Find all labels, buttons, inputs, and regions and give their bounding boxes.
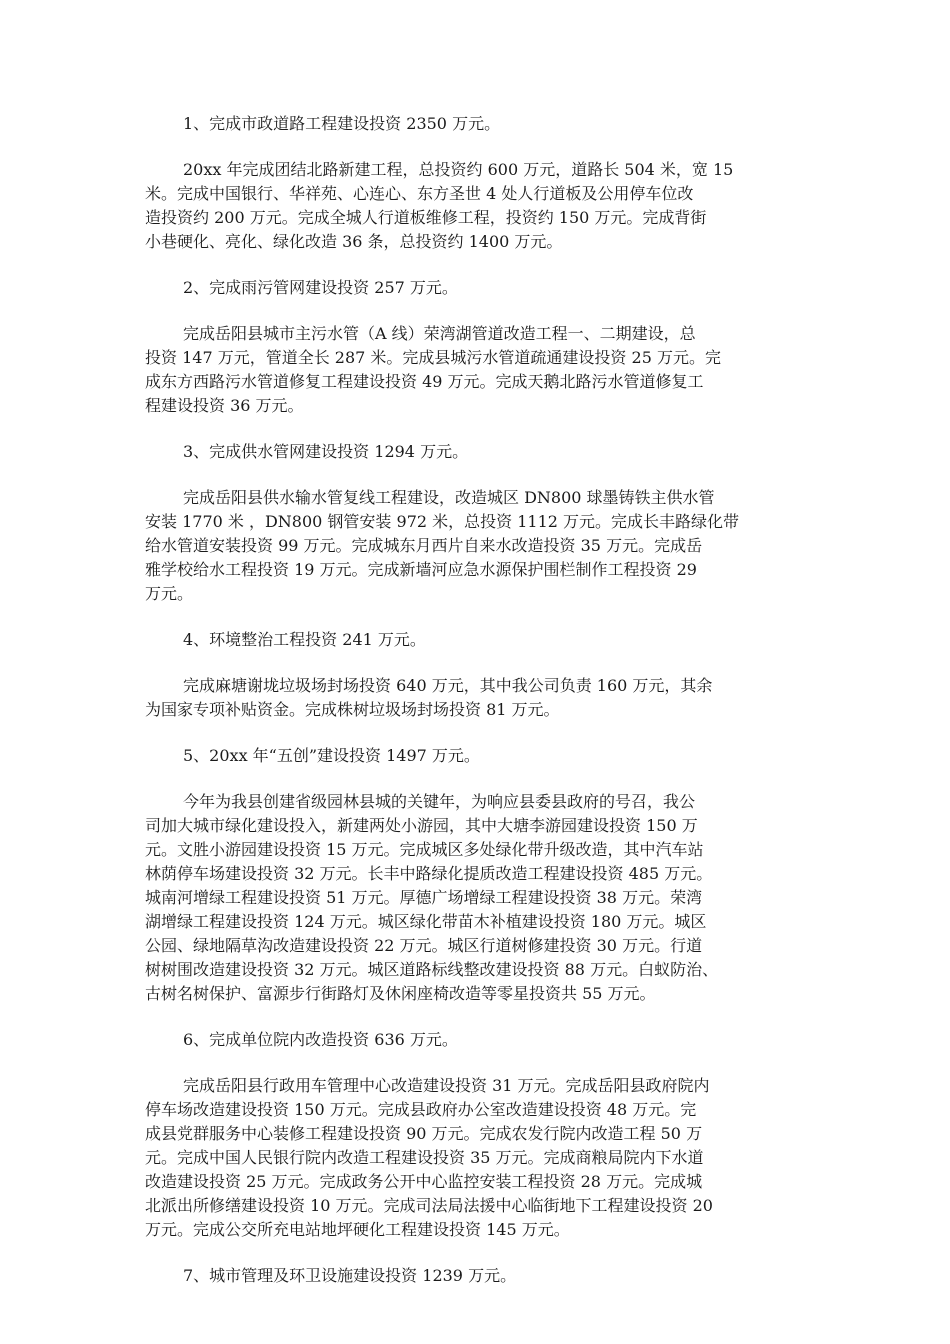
paragraph-line: 今年为我县创建省级园林县城的关键年，为响应县委县政府的号召，我公 [183, 792, 696, 811]
paragraph-line: 造投资约 200 万元。完成全城人行道板维修工程，投资约 150 万元。完成背街 [145, 208, 707, 227]
section-heading: 6、完成单位院内改造投资 636 万元。 [183, 1030, 458, 1049]
section-paragraph [145, 1074, 805, 1242]
paragraph-line: 司加大城市绿化建设投入，新建两处小游园，其中大塘李游园建设投资 150 万 [145, 816, 698, 835]
document-body [145, 112, 805, 1310]
paragraph-line: 小巷硬化、亮化、绿化改造 36 条，总投资约 1400 万元。 [145, 232, 563, 251]
paragraph-line: 湖增绿工程建设投资 124 万元。城区绿化带苗木补植建设投资 180 万元。城区 [145, 912, 707, 931]
section-heading: 5、20xx 年“五创”建设投资 1497 万元。 [183, 746, 480, 765]
paragraph-line: 完成麻塘谢垅垃圾场封场投资 640 万元，其中我公司负责 160 万元，其余 [183, 676, 713, 695]
paragraph-line: 城南河增绿工程建设投资 51 万元。厚德广场增绿工程建设投资 38 万元。荣湾 [145, 888, 703, 907]
section-heading: 2、完成雨污管网建设投资 257 万元。 [183, 278, 458, 297]
paragraph-line: 投资 147 万元，管道全长 287 米。完成县城污水管道疏通建设投资 25 万元。完 [145, 348, 721, 367]
paragraph-line: 为国家专项补贴资金。完成株树垃圾场封场投资 81 万元。 [145, 700, 560, 719]
paragraph-line: 元。完成中国人民银行院内改造工程建设投资 35 万元。完成商粮局院内下水道 [145, 1148, 704, 1167]
section-paragraph [145, 322, 805, 418]
section-heading: 1、完成市政道路工程建设投资 2350 万元。 [183, 114, 501, 133]
paragraph-line: 雅学校给水工程投资 19 万元。完成新墙河应急水源保护围栏制作工程投资 29 [145, 560, 697, 579]
paragraph-line: 完成岳阳县城市主污水管（A 线）荣湾湖管道改造工程一、二期建设，总 [183, 324, 696, 343]
paragraph-line: 给水管道安装投资 99 万元。完成城东月西片自来水改造投资 35 万元。完成岳 [145, 536, 703, 555]
paragraph-line: 成县党群服务中心装修工程建设投资 90 万元。完成农发行院内改造工程 50 万 [145, 1124, 703, 1143]
section-heading: 4、环境整治工程投资 241 万元。 [183, 630, 426, 649]
section-heading: 3、完成供水管网建设投资 1294 万元。 [183, 442, 469, 461]
paragraph-line: 树树围改造建设投资 32 万元。城区道路标线整改建设投资 88 万元。白蚁防治、 [145, 960, 719, 979]
paragraph-line: 公园、绿地隔草沟改造建设投资 22 万元。城区行道树修建投资 30 万元。行道 [145, 936, 703, 955]
section-heading: 7、城市管理及环卫设施建设投资 1239 万元。 [183, 1266, 517, 1285]
paragraph-line: 完成岳阳县供水输水管复线工程建设，改造城区 DN800 球墨铸铁主供水管 [183, 488, 715, 507]
paragraph-line: 安装 1770 米 ，DN800 钢管安装 972 米，总投资 1112 万元。完成长丰路绿化带 [145, 512, 740, 531]
paragraph-line: 林荫停车场建设投资 32 万元。长丰中路绿化提质改造工程建设投资 485 万元。 [145, 864, 713, 883]
paragraph-line: 万元。完成公交所充电站地坪硬化工程建设投资 145 万元。 [145, 1220, 570, 1239]
paragraph-line: 古树名树保护、富源步行街路灯及休闲座椅改造等零星投资共 55 万元。 [145, 984, 656, 1003]
paragraph-line: 改造建设投资 25 万元。完成政务公开中心监控安装工程投资 28 万元。完成城 [145, 1172, 703, 1191]
section-paragraph [145, 790, 805, 1006]
paragraph-line: 停车场改造建设投资 150 万元。完成县政府办公室改造建设投资 48 万元。完 [145, 1100, 697, 1119]
paragraph-line: 程建设投资 36 万元。 [145, 396, 304, 415]
paragraph-line: 完成岳阳县行政用车管理中心改造建设投资 31 万元。完成岳阳县政府院内 [183, 1076, 710, 1095]
paragraph-line: 米。完成中国银行、华祥苑、心连心、东方圣世 4 处人行道板及公用停车位改 [145, 184, 694, 203]
section-paragraph [145, 486, 805, 606]
section-paragraph [145, 674, 805, 722]
paragraph-line: 北派出所修缮建设投资 10 万元。完成司法局法援中心临街地下工程建设投资 20 [145, 1196, 713, 1215]
paragraph-line: 元。文胜小游园建设投资 15 万元。完成城区多处绿化带升级改造，其中汽车站 [145, 840, 704, 859]
section-paragraph [145, 158, 805, 254]
paragraph-line: 成东方西路污水管道修复工程建设投资 49 万元。完成天鹅北路污水管道修复工 [145, 372, 704, 391]
paragraph-line: 万元。 [145, 584, 194, 603]
paragraph-line: 20xx 年完成团结北路新建工程，总投资约 600 万元，道路长 504 米，宽 15 [183, 160, 734, 179]
